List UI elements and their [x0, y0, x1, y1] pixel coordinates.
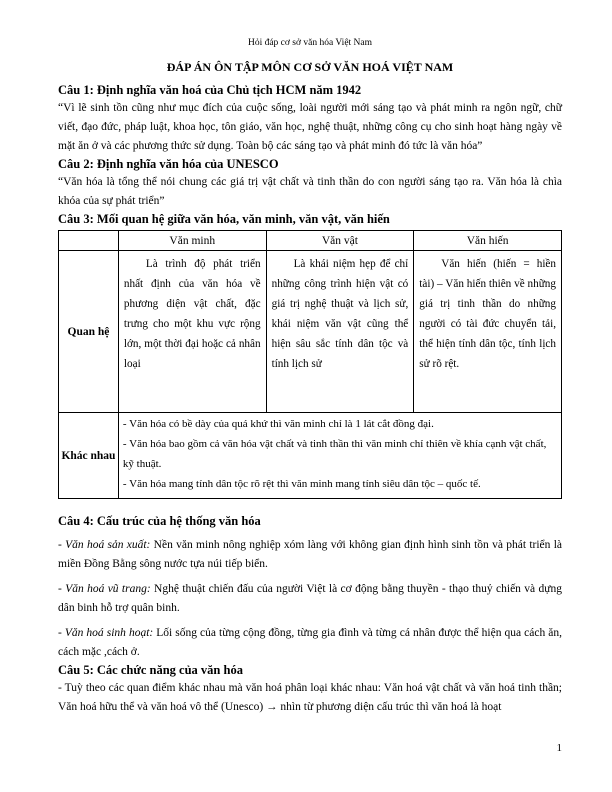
table-header-row	[59, 231, 562, 251]
q1-text: “Vì lẽ sinh tồn cũng như mục đích của cuộc sống, loài người mới sáng tạo và phát minh ra ngôn ngữ, chữ viết, đạo đức, pháp luật, khoa học, tôn giáo, văn học, nghệ thuật, những công cụ cho sinh hoạt hàng ngày về mặt ăn ở và các phương thức sử dụng. Toàn bộ các sáng tạo và phát minh đó tức là văn hóa”	[58, 102, 562, 152]
item-text: Nghệ thuật chiến đấu của người Việt là cơ động bằng thuyền - thạo thuỷ chiến và dựng dân binh hỗ trợ quân binh.	[58, 583, 562, 614]
table-row	[59, 251, 562, 413]
document-title: ĐÁP ÁN ÔN TẬP MÔN CƠ SỞ VĂN HOÁ VIỆT NAM	[166, 60, 454, 74]
item-text: Nền văn minh nông nghiệp xóm làng với không gian định hình sinh tồn và phát triển là miền Đồng Bằng sông nước tựa núi tiếp biển.	[58, 539, 562, 570]
table-cell	[414, 251, 562, 413]
table-cell	[266, 251, 414, 413]
q5-text: - Tuỳ theo các quan điểm khác nhau mà văn hoá phân loại khác nhau: Văn hoá vật chất và văn hoá tinh thần; Văn hoá hữu thể và văn hoá vô thể (Unesco) → nhìn từ phương diện cấu trúc thì văn hoá là hoạt	[58, 682, 562, 713]
cell-text: Là khái niệm hẹp để chỉ những công trình hiện vật có giá trị nghệ thuật và lịch sử, khái niệm văn vật cũng thể hiện sâu sắc tính dân tộc và tính lịch sử	[271, 258, 409, 370]
q2-heading: Câu 2: Định nghĩa văn hóa của UNESCO	[58, 157, 279, 171]
cell-text: Văn hiến (hiến = hiền tài) – Văn hiến thiên về những giá trị tinh thần do những người có tài đức chuyển tải, thể hiện tính dân tộc, tính lịch sử rõ rệt.	[419, 258, 556, 370]
column-header: Văn minh	[118, 231, 266, 251]
table-row	[59, 413, 562, 499]
q1-heading: Câu 1: Định nghĩa văn hoá của Chủ tịch HCM năm 1942	[58, 83, 362, 97]
row-label: Khác nhau	[59, 413, 119, 499]
column-header: Văn hiến	[414, 231, 562, 251]
list-item: - Văn hóa bao gồm cả văn hóa vật chất và tinh thần thì văn minh chỉ thiên về khía cạnh vật chất, kỹ thuật.	[122, 438, 547, 470]
page-number: 1	[556, 742, 562, 754]
item-label: - Văn hoá sản xuất:	[58, 539, 151, 551]
list-item: - Văn hóa mang tính dân tộc rõ rệt thì văn minh mang tính siêu dân tộc – quốc tế.	[122, 478, 481, 490]
table-cell	[118, 413, 561, 499]
comparison-table	[58, 230, 562, 499]
q4-item	[58, 624, 562, 662]
document-page	[58, 0, 562, 717]
item-text: Lối sống của từng cộng đồng, từng gia đình và từng cá nhân được thể hiện qua cách ăn, cách mặc ,cách ở.	[58, 627, 562, 658]
q4-item	[58, 536, 562, 574]
item-label: - Văn hoá sinh hoạt:	[58, 627, 154, 639]
q5-heading: Câu 5: Các chức năng của văn hóa	[58, 663, 243, 677]
q3-heading: Câu 3: Mối quan hệ giữa văn hóa, văn minh, văn vật, văn hiến	[58, 212, 390, 226]
q2-text: “Văn hóa là tổng thể nói chung các giá trị vật chất và tinh thần do con người sáng tạo ra. Văn hóa là chìa khóa của sự phát triển”	[58, 176, 562, 207]
list-item: - Văn hóa có bề dày của quá khứ thì văn minh chỉ là 1 lát cắt đồng đại.	[122, 418, 434, 430]
column-header: Văn vật	[266, 231, 414, 251]
item-label: - Văn hoá vũ trang:	[58, 583, 151, 595]
q4-heading: Câu 4: Cấu trúc của hệ thống văn hóa	[58, 514, 261, 528]
row-label: Quan hệ	[59, 251, 119, 413]
table-cell	[118, 251, 266, 413]
table-header-blank	[59, 231, 119, 251]
running-header: Hỏi đáp cơ sở văn hóa Việt Nam	[247, 38, 373, 48]
q4-item	[58, 580, 562, 618]
cell-text: Là trình độ phát triển nhất định của văn hóa về phương diện vật chất, đặc trưng cho một khu vực rộng lớn, một thời đại hoặc cả nhân loại	[123, 258, 261, 370]
